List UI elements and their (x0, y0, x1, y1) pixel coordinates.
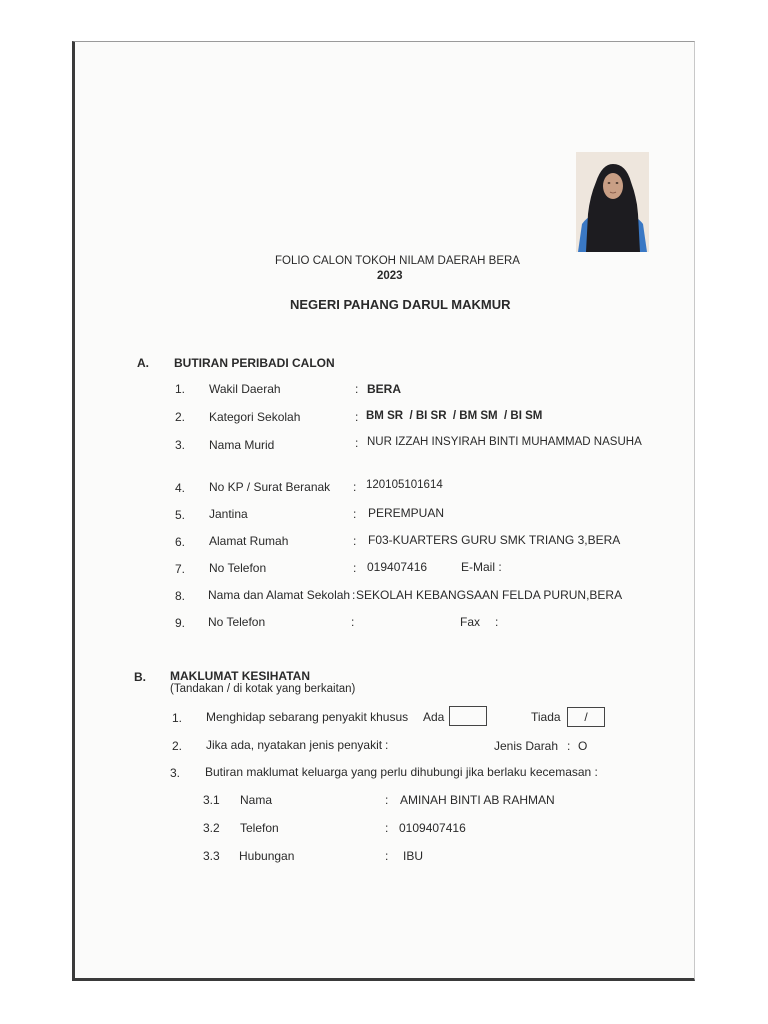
label-fax: Fax (460, 615, 481, 629)
label-maklumat-keluarga: Butiran maklumat keluarga yang perlu dihubungi jika berlaku kecemasan : (205, 765, 598, 779)
section-b-subtitle: (Tandakan / di kotak yang berkaitan) (170, 683, 356, 695)
colon: : (353, 507, 357, 521)
label-email: E-Mail : (461, 560, 502, 574)
section-b-title: MAKLUMAT KESIHATAN (170, 669, 310, 683)
value-jenis-darah: O (578, 739, 588, 753)
row-number: 1. (175, 382, 186, 396)
value-hubungan: IBU (403, 849, 424, 863)
colon: : (355, 436, 359, 450)
section-a-title: BUTIRAN PERIBADI CALON (174, 356, 335, 370)
colon: : (355, 382, 359, 396)
value-alamat-rumah: F03-KUARTERS GURU SMK TRIANG 3,BERA (368, 533, 621, 547)
label-alamat-rumah: Alamat Rumah (209, 534, 289, 548)
row-number: 8. (175, 589, 186, 603)
label-jenis-penyakit: Jika ada, nyatakan jenis penyakit (206, 738, 383, 752)
label-no-telefon-sekolah: No Telefon (208, 615, 266, 629)
form-year: 2023 (377, 270, 403, 282)
tiada-checkbox[interactable]: / (567, 707, 605, 727)
row-number: 1. (172, 711, 183, 725)
label-no-telefon: No Telefon (209, 561, 267, 575)
ada-checkbox[interactable] (449, 706, 487, 726)
value-telefon-waris: 0109407416 (399, 821, 466, 835)
row-number: 2. (175, 410, 186, 424)
section-a-letter: A. (137, 356, 149, 370)
value-jantina: PEREMPUAN (368, 506, 445, 520)
row-number: 7. (175, 562, 186, 576)
label-tiada: Tiada (531, 710, 561, 724)
colon: : (385, 793, 389, 807)
row-number: 5. (175, 508, 186, 522)
sub-number: 3.1 (203, 793, 220, 807)
row-number: 6. (175, 535, 186, 549)
colon: : (385, 738, 389, 752)
colon: : (385, 849, 389, 863)
value-nama-alamat-sekolah: SEKOLAH KEBANGSAAN FELDA PURUN,BERA (356, 588, 623, 602)
label-ada: Ada (423, 710, 445, 724)
row-number: 2. (172, 739, 183, 753)
label-hubungan: Hubungan (239, 849, 295, 863)
colon: : (353, 534, 357, 548)
label-jantina: Jantina (209, 507, 248, 521)
colon: : (352, 588, 356, 602)
label-telefon-waris: Telefon (240, 821, 279, 835)
state-title: NEGERI PAHANG DARUL MAKMUR (290, 297, 511, 312)
label-kategori-sekolah: Kategori Sekolah (209, 410, 301, 424)
row-number: 3. (170, 766, 181, 780)
row-number: 3. (175, 438, 186, 452)
section-b-letter: B. (134, 670, 146, 684)
label-nama-murid: Nama Murid (209, 438, 275, 452)
colon: : (351, 615, 355, 629)
value-no-telefon: 019407416 (367, 560, 428, 574)
row-number: 4. (175, 481, 186, 495)
student-portrait-icon (576, 152, 649, 252)
label-nama-alamat-sekolah: Nama dan Alamat Sekolah (208, 588, 351, 602)
colon: : (495, 615, 499, 629)
form-title: FOLIO CALON TOKOH NILAM DAERAH BERA (275, 255, 520, 267)
colon: : (355, 410, 359, 424)
sub-number: 3.2 (203, 821, 220, 835)
label-penyakit-khusus: Menghidap sebarang penyakit khusus (206, 710, 409, 724)
label-wakil-daerah: Wakil Daerah (209, 382, 281, 396)
candidate-photo (576, 152, 649, 252)
value-nama-waris: AMINAH BINTI AB RAHMAN (400, 793, 555, 807)
value-nama-murid: NUR IZZAH INSYIRAH BINTI MUHAMMAD NASUHA (367, 436, 642, 448)
value-wakil-daerah: BERA (367, 382, 402, 396)
value-kategori-sekolah: BM SR / BI SR / BM SM / BI SM (366, 410, 543, 422)
colon: : (567, 739, 571, 753)
row-number: 9. (175, 616, 186, 630)
label-jenis-darah: Jenis Darah (494, 739, 559, 753)
value-no-kp: 120105101614 (366, 479, 443, 491)
colon: : (353, 480, 357, 494)
label-nama-waris: Nama (240, 793, 273, 807)
colon: : (385, 821, 389, 835)
label-no-kp: No KP / Surat Beranak (209, 480, 331, 494)
colon: : (353, 561, 357, 575)
sub-number: 3.3 (203, 849, 220, 863)
